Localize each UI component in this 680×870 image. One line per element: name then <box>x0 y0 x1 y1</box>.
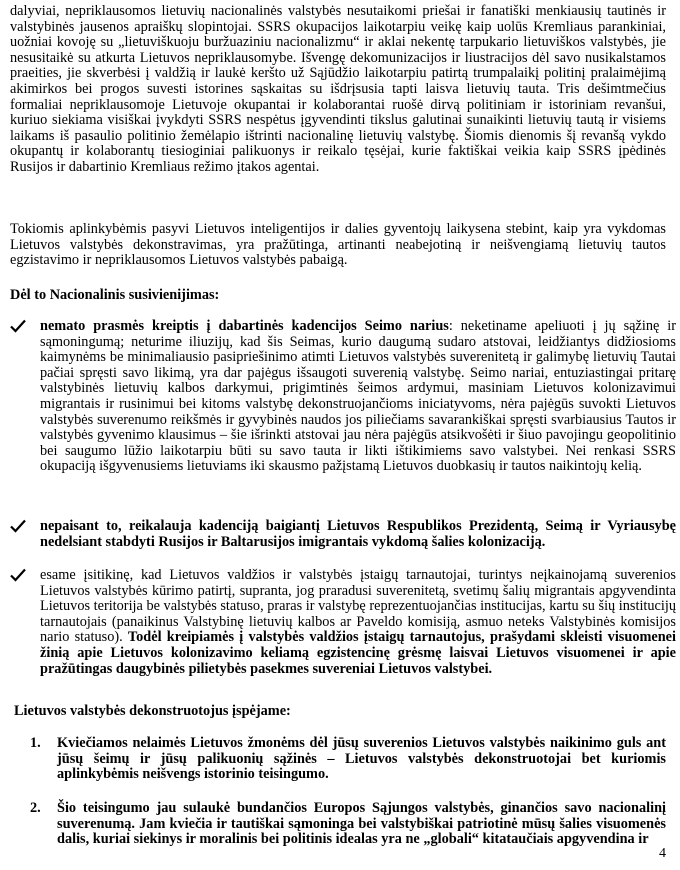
page-number: 4 <box>659 846 666 862</box>
checkmark-icon <box>10 568 28 584</box>
check-item-text <box>40 319 676 475</box>
check-item-text <box>40 568 676 677</box>
item-number: 1. <box>30 735 41 751</box>
checkmark-icon <box>10 519 28 535</box>
heading-union: Dėl to Nacionalinis susivienijimas: <box>10 287 220 303</box>
item-number: 2. <box>30 800 41 816</box>
check-item-body: : neketiname apeliuoti į jų sąžinę ir sąmoningumą; neturime iliuzijų, kad šis Seimas, kurio daugumą sudaro atstovai, leidžiantys didžiosioms kaimynėms be minimaliausio pasipriešinimo atimti Lietuvos valstybės suverenitetą ir galimybę lietuvių Tautai pačiai spręsti savo likimą, yra dar pajėgus išsaugoti suverenią valstybę. Seimo nariai, entuziastingai pritarę valstybinės lietuvių kalbos darkymui, prigimtinės šeimos ardymui, masiniam Lietuvos kolonizavimui migrantais ir rusinimui bei kitoms valstybę dekonstruojančioms iniciatyvoms, nėra pajėgūs suvokti Lietuvos valstybės suverenumo reikšmės ir gyvybinės naudos jos piliečiams savarankiškai spręsti svarbiausius Tautos ir valstybės gyvenimo klausimus – šie išrinkti atstovai jau nėra pajėgūs atsikvošėti ir šiuo pavojingu geopolitinio bei saugumo lūžio laikotarpiu būti su savo tauta ir likti ištikimiems savo valstybei. Nei renkasi SSRS okupaciją išgyvenusiems lietuviams iki skausmo pažįstamą Lietuvos duobkasių ir tautos naikintojų kelią. <box>40 318 676 475</box>
numbered-item-text: Šio teisingumo jau sulaukė bundančios Europos Sąjungos valstybės, ginančios savo nacionalinį suverenumą. Jam kviečia ir tautiškai sąmoninga bei valstybiškai patriotinė mūsų šalies visuomenės dalis, kuriai siekinys ir moralinis bei politinis idealas yra ne „globali“ kitataučiais apgyvendina ir <box>57 800 666 848</box>
check-item-bold: nepaisant to, reikalauja kadenciją baigiantį Lietuvos Respublikos Prezidentą, Seimą ir Vyriausybę nedelsiant stabdyti Rusijos ir Baltarusijos imigrantais vykdomą šalies kolonizaciją. <box>40 518 676 550</box>
check-item-text <box>40 519 676 550</box>
check-item-bold-tail: Todėl kreipiamės į valstybės valdžios įstaigų tarnautojus, prašydami skleisti visuomenei žinią apie Lietuvos kolonizavimo keliamą egzistencinę grėsmę laisvai Lietuvos visuomenei ir apie pražūtingas daugybinės pilietybės pasekmes suvereniai Lietuvos valstybei. <box>40 629 676 677</box>
intro-paragraph: dalyviai, nepriklausomos lietuvių nacionalinės valstybės nesutaikomi priešai ir fanatiški menkiausių tautinės ir valstybinės jausenos apraiškų slopintojai. SSRS okupacijos laikotarpiu veikę kaip uolūs Kremliaus parankiniai, uožniai kovoję su „lietuviškuoju buržuaziniu nacionalizmu“ ir aklai nekentę tarpukario lietuviškos valstybės, jie nesusitaikė su atkurta Lietuvos nepriklausomybe. Išvengę dekomunizacijos ir liustracijos dėl savo nusikalstamos praeities, jie skverbėsi į valdžią ir laukė keršto už Sąjūdžio laikotarpiu patirtą trumpalaikį politinį pralaimėjimą akimirkos bei progos suvesti istorines sąskaitas su išdrįsusia tapti laisva lietuvių tauta. Tris dešimtmečius formaliai nepriklausomoje Lietuvoje okupantai ir kolaborantai ruošė dirvą politiniam ir istoriniam revanšui, kuriuo siekiama visiškai įvykdyti SSRS nespėtus įgyvendinti tikslus galutinai sunaikinti lietuvių tautą ir visiems laikams iš pasaulio politinio žemėlapio ištrinti nacionalinę lietuvių valstybę. Šiomis dienomis šį revanšą vykdo okupantų ir kolaborantų tiesioginiai palikuonys ir reikalo tęsėjai, kurie faktiškai veikia kaip SSRS įpėdinės Rusijos ir dabartinio Kremliaus režimo įtakos agentai. <box>10 3 666 175</box>
heading-warning: Lietuvos valstybės dekonstruotojus įspėjame: <box>14 703 291 719</box>
checkmark-icon <box>10 319 28 335</box>
check-item-bold: nemato prasmės kreiptis į dabartinės kadencijos Seimo narius <box>40 318 449 334</box>
second-paragraph: Tokiomis aplinkybėmis pasyvi Lietuvos inteligentijos ir dalies gyventojų laikysena stebint, kaip yra vykdomas Lietuvos valstybės dekonstravimas, yra pražūtinga, artinanti neabejotiną ir neišvengiamą lietuvių tautos egzistavimo ir nepriklausomos Lietuvos valstybės pabaigą. <box>10 221 666 269</box>
numbered-item-text: Kviečiamos nelaimės Lietuvos žmonėms dėl jūsų suverenios Lietuvos valstybės naikinimo guls ant jūsų šeimų ir jūsų palikuonių sąžinės – Lietuvos valstybės dekonstruotojai bet kuriomis aplinkybėmis neišvengs istorinio teisingumo. <box>57 735 666 783</box>
check-item-body: esame įsitikinę, kad Lietuvos valdžios ir valstybės įstaigų tarnautojai, turintys neįkainojamą suverenios Lietuvos valstybės kūrimo patirtį, supranta, jog praradusi suverenitetą, svetimų šalių migrantais apgyvendinta Lietuvos teritorija be valstybės statuso, praras ir valstybę reprezentuojančias institucijas, kartu su šių institucijų tarnautojais (panaikinus Valstybinę lietuvių kalbos ar Paveldo komisiją, asmuo neteks Valstybinės komisijos nario statuso). <box>40 567 676 646</box>
